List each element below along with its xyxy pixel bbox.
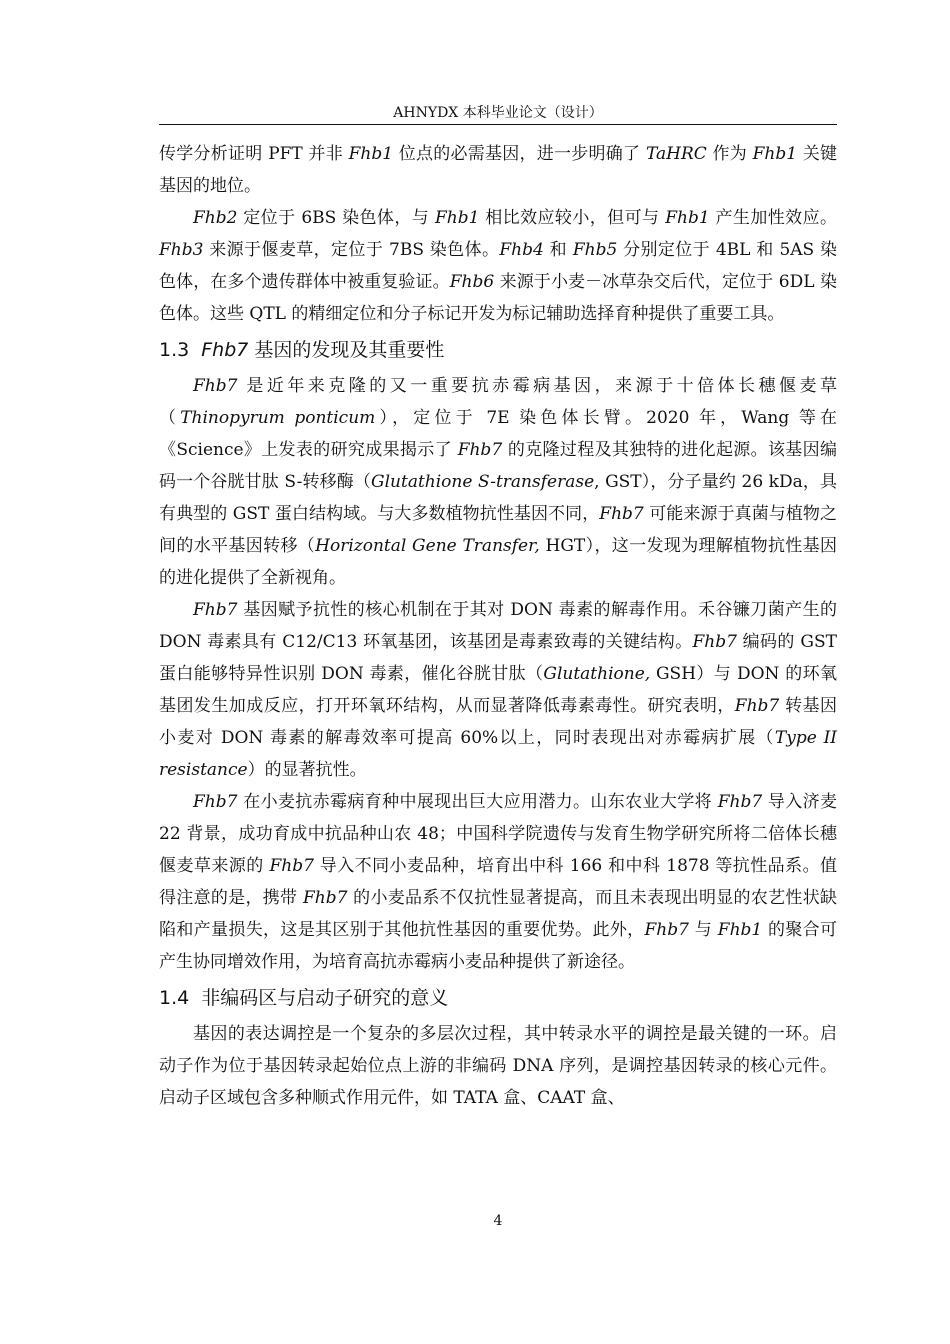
italic-run: Fhb7 [201,339,249,361]
italic-run: Fhb2 [193,208,238,228]
text-run: ），定位于 7E 染色体长臂。2020 年，Wang 等在《Science》上发表的研究成果揭示了 [159,408,837,460]
text-run: GSH）与 DON 的环氧基团发生加成反应，打开环氧环结构，从而显著降低毒素毒性。研究表明， [159,664,837,716]
paragraph-fhb7-breeding [159,786,837,978]
text-run: 关键基因的地位。 [159,144,837,196]
section-heading-1-4 [159,982,837,1014]
italic-run: Fhb3 [159,240,204,260]
italic-run: Fhb7 [269,856,314,876]
italic-run: Fhb1 [717,920,763,940]
italic-run: Fhb7 [717,792,763,812]
italic-run: Fhb7 [457,440,503,460]
section-number: 1.3 [159,339,190,361]
section-number: 1.4 [159,987,190,1009]
paragraph-fhb2 [159,202,837,330]
paragraph-fhb7-mechanism [159,594,837,786]
text-run: 在小麦抗赤霉病育种中展现出巨大应用潜力。山东农业大学将 [237,792,718,812]
text-run: 是近年来克隆的又一重要抗赤霉病基因，来源于十倍体长穗偃麦草（ [159,376,837,428]
text-run: 相比效应较小，但可与 [479,208,666,228]
italic-run: Fhb7 [193,792,238,812]
paragraph-fhb7-intro [159,370,837,594]
text-run: ）的显著抗性。 [247,760,367,780]
header-rule [159,124,837,125]
italic-run: Fhb1 [752,144,798,164]
text-run: 来源于小麦－冰草杂交后代，定位于 6DL 染色体。这些 QTL 的精细定位和分子标记开发为标记辅助选择育种提供了重要工具。 [159,272,837,324]
text-run: 定位于 6BS 染色体，与 [237,208,435,228]
italic-run: Fhb4 [499,240,544,260]
page-body [159,138,837,1114]
italic-run: Fhb7 [193,600,238,620]
text-run: 导入济麦 22 背景，成功育成中抗品种山农 48；中国科学院遗传与发育生物学研究所将二倍体长穗偃麦草来源的 [159,792,837,876]
italic-run: Fhb1 [435,208,480,228]
text-run: 基因的表达调控是一个复杂的多层次过程，其中转录水平的调控是最关键的一环。启动子作为位于基因转录起始位点上游的非编码 DNA 序列，是调控基因转录的核心元件。启动子区域包含多种顺式作用元件，如 TATA 盒、CAAT 盒、 [159,1024,837,1108]
text-run: 基因的发现及其重要性 [248,339,445,361]
section-heading-1-3 [159,334,837,366]
italic-run: Fhb7 [644,920,689,940]
paragraph-promoter [159,1018,837,1114]
text-run: , GST），分子量约 26 kDa，具有典型的 GST 蛋白结构域。与大多数植物抗性基因不同， [159,472,837,524]
italic-run: Thinopyrum ponticum [180,408,376,428]
page-number: 4 [493,1213,503,1229]
italic-run: Fhb6 [449,272,495,292]
italic-run: Fhb5 [572,240,618,260]
text-run: 来源于偃麦草，定位于 7BS 染色体。 [203,240,500,260]
italic-run: Fhb7 [303,888,348,908]
italic-run: Fhb1 [665,208,710,228]
text-run: 位点的必需基因，进一步明确了 [393,144,646,164]
text-run: 的小麦品系不仅抗性显著提高，而且未表现出明显的农艺性状缺陷和产量损失，这是其区别于其他抗性基因的重要优势。此外， [159,888,837,940]
paragraph-continuation [159,138,837,202]
text-run: 可能来源于真菌与植物之间的水平基因转移（ [159,504,837,556]
section-title-text [201,987,448,1009]
text-run: 非编码区与启动子研究的意义 [201,987,449,1009]
text-run: 转基因小麦对 DON 毒素的解毒效率可提高 60%以上，同时表现出对赤霉病扩展（ [159,696,837,748]
italic-run: TaHRC [645,144,707,164]
text-run: 与 [688,920,718,940]
page-header: AHNYDX 本科毕业论文（设计） [393,105,603,121]
text-run: 和 [543,240,573,260]
text-run: 传学分析证明 PFT 并非 [159,144,349,164]
italic-run: Type II resistance [159,728,838,780]
text-run: HGT），这一发现为理解植物抗性基因的进化提供了全新视角。 [159,536,837,588]
text-run: 分别定位于 4BL 和 5AS 染色体，在多个遗传群体中被重复验证。 [159,240,837,292]
italic-run: Horizontal Gene Transfer, [315,536,540,556]
text-run: 产生加性效应。 [709,208,837,228]
italic-run: Fhb7 [692,632,737,652]
text-run: 作为 [706,144,753,164]
text-run: 编码的 GST 蛋白能够特异性识别 DON 毒素，催化谷胱甘肽（ [159,632,837,684]
italic-run: Glutathione S-transferase [371,472,595,492]
text-run: 的聚合可产生协同增效作用，为培育高抗赤霉病小麦品种提供了新途径。 [159,920,837,972]
text-run: 基因赋予抗性的核心机制在于其对 DON 毒素的解毒作用。禾谷镰刀菌产生的 DON 毒素具有 C12/C13 环氧基团，该基团是毒素致毒的关键结构。 [159,600,837,652]
italic-run: Fhb1 [348,144,394,164]
text-run: 的克隆过程及其独特的进化起源。该基因编码一个谷胱甘肽 S-转移酶（ [159,440,837,492]
italic-run: Fhb7 [599,504,644,524]
italic-run: Fhb7 [193,376,238,396]
section-title-text [201,339,444,361]
italic-run: Glutathione, [543,664,651,684]
italic-run: Fhb7 [734,696,780,716]
text-run: 导入不同小麦品种，培育出中科 166 和中科 1878 等抗性品系。值得注意的是，携带 [159,856,838,908]
